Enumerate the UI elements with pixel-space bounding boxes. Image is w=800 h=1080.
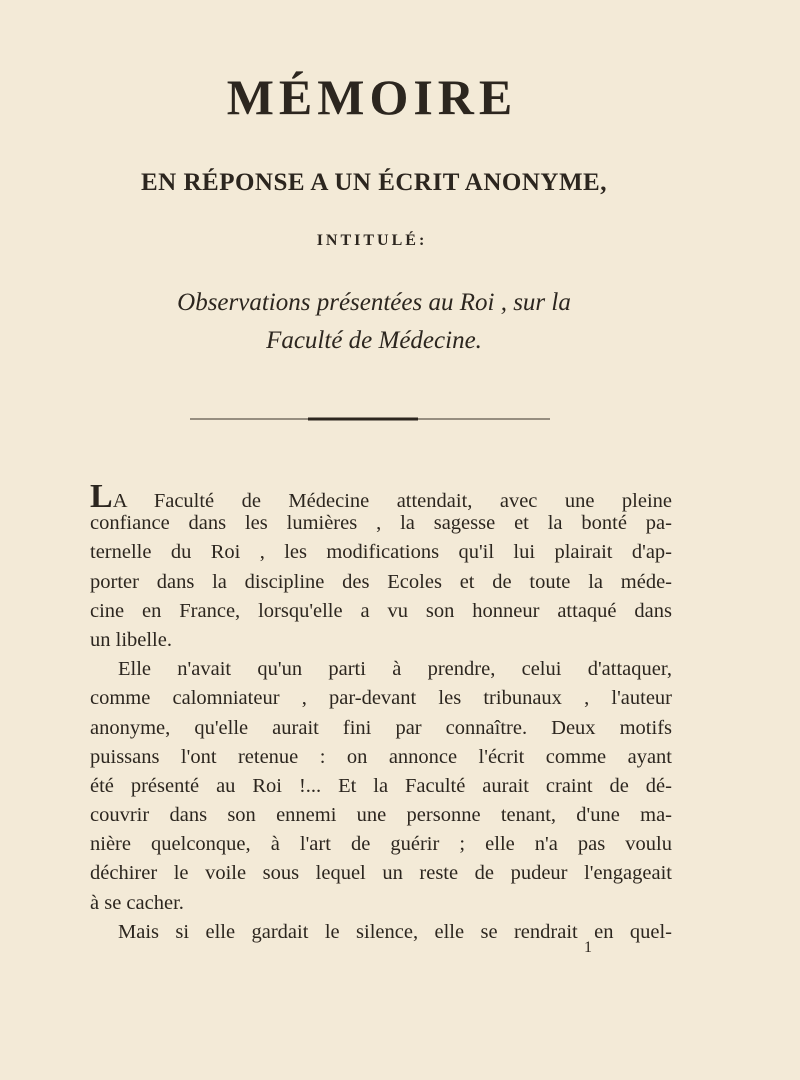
- work-title-line-1: Observations présentées au Roi , sur la: [177, 289, 571, 316]
- text-line-2: confiance dans les lumières , la sagesse et la bonté pa-: [90, 512, 672, 535]
- text-line-16: Mais si elle gardait le silence, elle se rendrait en quel-: [118, 920, 672, 943]
- text-line-12: couvrir dans son ennemi une personne tenant, d'une ma-: [90, 804, 672, 827]
- intitule-label: INTITULÉ:: [316, 232, 428, 249]
- text-line-4: porter dans la discipline des Ecoles et de toute la méde-: [90, 570, 672, 593]
- text-line-13: nière quelconque, à l'art de guérir ; elle n'a pas voulu: [90, 833, 672, 856]
- page-subtitle: EN RÉPONSE A UN ÉCRIT ANONYME,: [140, 169, 607, 196]
- text-line-5: cine en France, lorsqu'elle a vu son honneur attaqué dans: [90, 599, 672, 622]
- text-line-11: été présenté au Roi !... Et la Faculté aurait craint de dé-: [90, 774, 672, 797]
- work-title: [0, 284, 748, 360]
- text-line-15: à se cacher.: [90, 891, 184, 914]
- page-title: MÉMOIRE: [226, 69, 518, 125]
- text-line-7: Elle n'avait qu'un parti à prendre, celui d'attaquer,: [118, 658, 672, 681]
- body-text: [90, 480, 672, 947]
- drop-cap: L: [90, 478, 113, 515]
- text-line-1: LA Faculté de Médecine attendait, avec une pleine: [90, 478, 672, 515]
- text-line-10: puissans l'ont retenue : on annonce l'écrit comme ayant: [90, 745, 672, 768]
- text-line-3: ternelle du Roi , les modifications qu'il lui plairait d'ap-: [90, 541, 672, 564]
- text-line-9: anonyme, qu'elle aurait fini par connaître. Deux motifs: [90, 716, 672, 739]
- text-line-8: comme calomniateur , par-devant les tribunaux , l'auteur: [90, 687, 672, 710]
- text-line-14: déchirer le voile sous lequel un reste de pudeur l'engageait: [90, 862, 672, 885]
- ornamental-rule: [190, 416, 550, 422]
- signature-mark: 1: [584, 939, 592, 956]
- work-title-line-2: Faculté de Médecine.: [266, 327, 482, 354]
- text-line-6: un libelle.: [90, 628, 172, 651]
